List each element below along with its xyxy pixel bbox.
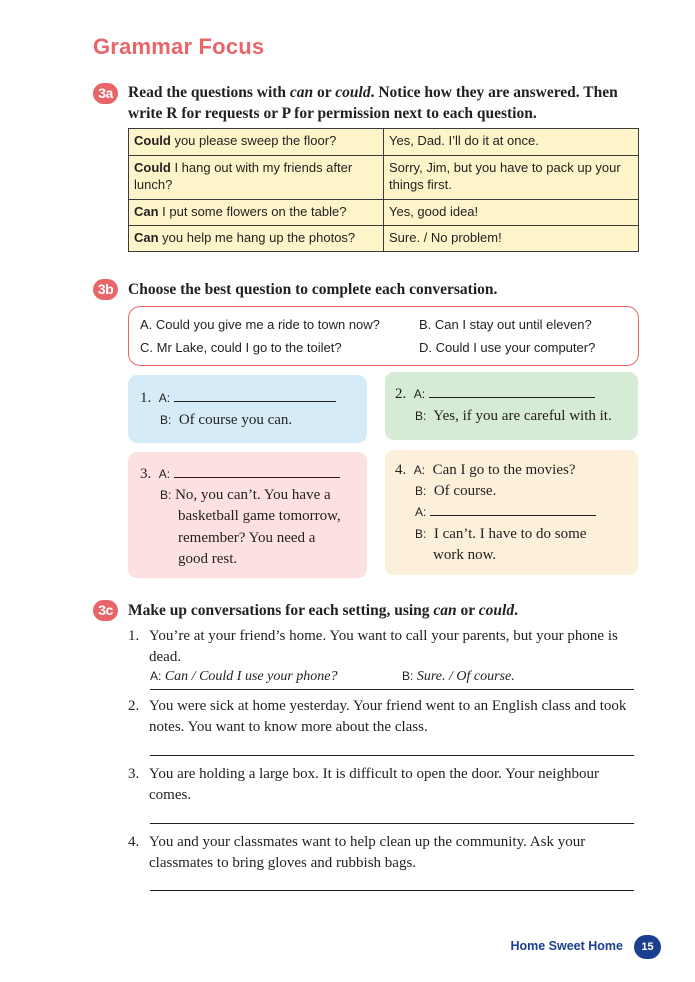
item-number: 1.: [140, 390, 152, 406]
table-row: [129, 200, 639, 226]
question-cell: Could I hang out with my friends after lunch?: [129, 156, 384, 200]
speaker-b-text-line4: good rest.: [178, 551, 238, 567]
speaker-b-label: B:: [415, 484, 427, 498]
speaker-b-label: B:: [415, 527, 427, 541]
section-3c-badge: 3c: [93, 600, 118, 621]
section-3a-badge: 3a: [93, 83, 118, 104]
speaker-b-text-line2: basketball game tomorrow,: [178, 508, 341, 524]
table-row: [129, 226, 639, 252]
speaker-a-label: A:: [158, 467, 171, 481]
question-cell: Can I put some flowers on the table?: [129, 200, 384, 226]
unit-name: Home Sweet Home: [510, 939, 623, 953]
speaker-b-label: B:: [160, 413, 172, 427]
example-response: B: Sure. / Of course.: [402, 669, 515, 684]
section-3b-badge: 3b: [93, 279, 118, 300]
setting-item-3: 3. You are holding a large box. It is difficult to open the door. Your neighbour comes.: [128, 766, 599, 803]
answer-line[interactable]: [150, 823, 634, 824]
answer-blank[interactable]: [174, 388, 336, 402]
speaker-b-text-line3: remember? You need a: [178, 530, 316, 546]
section-3a-instructions: Read the questions with can or could. Notice how they are answered. Then write R for requests or P for permission next to each question.: [128, 84, 618, 122]
table-row: [129, 156, 639, 200]
conversation-box-4: [385, 450, 638, 575]
option-a: A. Could you give me a ride to town now?: [140, 317, 380, 332]
conversation-box-2: [385, 372, 638, 440]
conversation-box-3: [128, 452, 367, 578]
answer-cell: Yes, good idea!: [384, 200, 639, 226]
option-d: D. Could I use your computer?: [419, 340, 596, 355]
request-permission-table: [128, 128, 639, 252]
speaker-b-label: B:: [415, 409, 427, 423]
question-options-box: [128, 306, 639, 366]
speaker-b-text: Of course.: [433, 483, 497, 499]
section-3b-instructions: Choose the best question to complete each conversation.: [128, 281, 498, 298]
item-number: 3.: [140, 466, 152, 482]
answer-cell: Sure. / No problem!: [384, 226, 639, 252]
example-answer: A: Can / Could I use your phone?: [150, 669, 338, 684]
answer-line[interactable]: [150, 890, 634, 891]
answer-cell: Yes, Dad. I’ll do it at once.: [384, 129, 639, 156]
speaker-a-label: A:: [158, 391, 171, 405]
item-number: 4.: [395, 462, 407, 478]
speaker-b-text: Of course you can.: [178, 412, 293, 428]
section-3c-instructions: Make up conversations for each setting, using can or could.: [128, 602, 518, 619]
speaker-a-label: A:: [415, 505, 427, 519]
option-b: B. Can I stay out until eleven?: [419, 317, 592, 332]
speaker-b-text-line1: I can’t. I have to do some: [433, 526, 587, 542]
setting-item-1: 1. You’re at your friend’s home. You want to call your parents, but your phone is dead.: [128, 628, 618, 665]
speaker-b-text-line1: No, you can’t. You have a: [175, 487, 331, 503]
answer-cell: Sorry, Jim, but you have to pack up your things first.: [384, 156, 639, 200]
speaker-b-label: B:: [160, 488, 172, 502]
answer-blank[interactable]: [174, 464, 340, 478]
question-cell: Can you help me hang up the photos?: [129, 226, 384, 252]
setting-item-2: 2. You were sick at home yesterday. Your friend went to an English class and took notes. You want to know more about the class.: [128, 698, 627, 735]
conversation-box-1: [128, 375, 367, 443]
question-cell: Could you please sweep the floor?: [129, 129, 384, 156]
item-number: 2.: [395, 386, 407, 402]
answer-blank[interactable]: [429, 384, 595, 398]
answer-line[interactable]: [150, 689, 634, 690]
speaker-a-text: Can I go to the movies?: [432, 462, 576, 478]
option-c: C. Mr Lake, could I go to the toilet?: [140, 340, 342, 355]
answer-blank[interactable]: [430, 502, 596, 516]
table-row: [129, 129, 639, 156]
page-title: Grammar Focus: [93, 34, 265, 59]
speaker-b-text: Yes, if you are careful with it.: [433, 408, 612, 424]
speaker-a-label: A:: [413, 463, 426, 477]
speaker-b-text-line2: work now.: [433, 547, 497, 563]
page-number: 15: [634, 935, 661, 959]
answer-line[interactable]: [150, 755, 634, 756]
speaker-a-label: A:: [413, 387, 426, 401]
setting-item-4: 4. You and your classmates want to help clean up the community. Ask your classmates to bring gloves and rubbish bags.: [128, 834, 586, 871]
